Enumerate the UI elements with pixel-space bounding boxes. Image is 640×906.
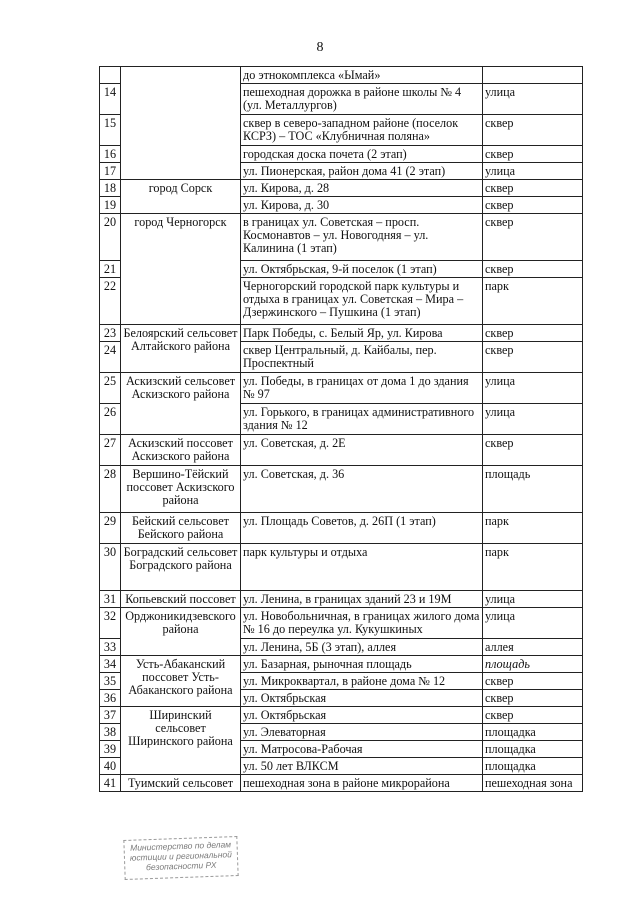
object-type: улица: [483, 404, 583, 435]
object-description: до этнокомплекса «Ымай»: [241, 67, 483, 84]
object-description: ул. Новобольничная, в границах жилого дома № 16 до переулка ул. Кукушкиных: [241, 608, 483, 639]
row-number: 21: [100, 261, 121, 278]
object-type: площадь: [483, 656, 583, 673]
object-description: ул. Базарная, рыночная площадь: [241, 656, 483, 673]
object-type: парк: [483, 513, 583, 544]
object-type: сквер: [483, 146, 583, 163]
row-number: 16: [100, 146, 121, 163]
object-description: ул. Октябрьская: [241, 707, 483, 724]
object-type: сквер: [483, 342, 583, 373]
object-type: сквер: [483, 261, 583, 278]
object-type: сквер: [483, 707, 583, 724]
object-description: ул. Матросова-Рабочая: [241, 741, 483, 758]
object-description: ул. Микроквартал, в районе дома № 12: [241, 673, 483, 690]
table-row: [100, 513, 583, 544]
row-number: 30: [100, 544, 121, 591]
object-description: ул. Пионерская, район дома 41 (2 этап): [241, 163, 483, 180]
object-type: [483, 67, 583, 84]
object-description: ул. Ленина, 5Б (3 этап), аллея: [241, 639, 483, 656]
object-description: ул. Победы, в границах от дома 1 до здания № 97: [241, 373, 483, 404]
object-type: площадка: [483, 758, 583, 775]
object-description: пешеходная дорожка в районе школы № 4 (ул. Металлургов): [241, 84, 483, 115]
object-description: ул. Советская, д. 2Е: [241, 435, 483, 466]
row-number: 22: [100, 278, 121, 325]
object-type: пешеходная зона: [483, 775, 583, 792]
object-description: ул. Элеваторная: [241, 724, 483, 741]
table-row: [100, 544, 583, 591]
municipality-name: Аскизский поссовет Аскизского района: [121, 435, 241, 466]
row-number: 29: [100, 513, 121, 544]
row-number: 31: [100, 591, 121, 608]
object-description: ул. Октябрьская: [241, 690, 483, 707]
object-type: сквер: [483, 115, 583, 146]
object-description: Парк Победы, с. Белый Яр, ул. Кирова: [241, 325, 483, 342]
row-number: 34: [100, 656, 121, 673]
object-description: Черногорский городской парк культуры и отдыха в границах ул. Советская – Мира – Дзержинского – Пушкина (1 этап): [241, 278, 483, 325]
municipality-name: Копьевский поссовет: [121, 591, 241, 608]
row-number: 23: [100, 325, 121, 342]
row-number: 20: [100, 214, 121, 261]
table-row: [100, 591, 583, 608]
row-number: 33: [100, 639, 121, 656]
object-type: площадь: [483, 466, 583, 513]
municipality-name: Усть-Абаканский поссовет Усть-Абаканского района: [121, 656, 241, 707]
row-number: [100, 67, 121, 84]
row-number: 40: [100, 758, 121, 775]
object-type: сквер: [483, 325, 583, 342]
page-number: 8: [316, 40, 324, 55]
municipality-name: Орджоникидзевского района: [121, 608, 241, 656]
municipality-name: Аскизский сельсовет Аскизского района: [121, 373, 241, 435]
row-number: 18: [100, 180, 121, 197]
object-type: сквер: [483, 673, 583, 690]
object-description: городская доска почета (2 этап): [241, 146, 483, 163]
row-number: 41: [100, 775, 121, 792]
table-row: [100, 180, 583, 197]
municipality-name: Боградский сельсовет Боградского района: [121, 544, 241, 591]
row-number: 25: [100, 373, 121, 404]
row-number: 24: [100, 342, 121, 373]
table-row: [100, 466, 583, 513]
table-row: [100, 325, 583, 342]
object-type: сквер: [483, 180, 583, 197]
row-number: 32: [100, 608, 121, 639]
row-number: 28: [100, 466, 121, 513]
object-description: ул. Площадь Советов, д. 26П (1 этап): [241, 513, 483, 544]
table-row: [100, 775, 583, 792]
row-number: 26: [100, 404, 121, 435]
object-type: площадка: [483, 724, 583, 741]
object-type: аллея: [483, 639, 583, 656]
table-row: [100, 707, 583, 724]
municipality-name: Ширинский сельсовет Ширинского района: [121, 707, 241, 775]
object-type: улица: [483, 591, 583, 608]
row-number: 36: [100, 690, 121, 707]
municipality-name: Туимский сельсовет: [121, 775, 241, 792]
object-description: ул. 50 лет ВЛКСМ: [241, 758, 483, 775]
municipality-name: город Черногорск: [121, 214, 241, 325]
object-type: улица: [483, 373, 583, 404]
object-description: пешеходная зона в районе микрорайона: [241, 775, 483, 792]
row-number: 37: [100, 707, 121, 724]
municipality-name: Вершино-Тёйский поссовет Аскизского района: [121, 466, 241, 513]
table-row: [100, 67, 583, 84]
row-number: 19: [100, 197, 121, 214]
row-number: 17: [100, 163, 121, 180]
object-description: в границах ул. Советская – просп. Космонавтов – ул. Новогодняя – ул. Калинина (1 этап): [241, 214, 483, 261]
registration-stamp: Министерство по делам юстиции и региональной безопасности РХ: [123, 836, 238, 880]
row-number: 14: [100, 84, 121, 115]
table-row: [100, 608, 583, 639]
object-description: ул. Горького, в границах административного здания № 12: [241, 404, 483, 435]
object-type: парк: [483, 544, 583, 591]
object-description: ул. Ленина, в границах зданий 23 и 19М: [241, 591, 483, 608]
row-number: 38: [100, 724, 121, 741]
object-type: парк: [483, 278, 583, 325]
object-description: ул. Октябрьская, 9-й поселок (1 этап): [241, 261, 483, 278]
row-number: 15: [100, 115, 121, 146]
table-row: [100, 435, 583, 466]
municipality-name: Бейский сельсовет Бейского района: [121, 513, 241, 544]
object-type: сквер: [483, 197, 583, 214]
object-description: сквер в северо-западном районе (поселок КСРЗ) – ТОС «Клубничная поляна»: [241, 115, 483, 146]
object-type: улица: [483, 84, 583, 115]
object-description: сквер Центральный, д. Кайбалы, пер. Проспектный: [241, 342, 483, 373]
row-number: 39: [100, 741, 121, 758]
object-type: сквер: [483, 690, 583, 707]
object-type: улица: [483, 608, 583, 639]
row-number: 35: [100, 673, 121, 690]
table-row: [100, 656, 583, 673]
table-row: [100, 214, 583, 261]
object-type: сквер: [483, 214, 583, 261]
improvement-objects-table: [99, 66, 583, 792]
object-description: парк культуры и отдыха: [241, 544, 483, 591]
object-type: сквер: [483, 435, 583, 466]
object-type: площадка: [483, 741, 583, 758]
municipality-name: Белоярский сельсовет Алтайского района: [121, 325, 241, 373]
municipality-name: город Сорск: [121, 180, 241, 214]
municipality-cell: [121, 67, 241, 180]
object-type: улица: [483, 163, 583, 180]
object-description: ул. Советская, д. 36: [241, 466, 483, 513]
table-row: [100, 373, 583, 404]
row-number: 27: [100, 435, 121, 466]
object-description: ул. Кирова, д. 30: [241, 197, 483, 214]
object-description: ул. Кирова, д. 28: [241, 180, 483, 197]
